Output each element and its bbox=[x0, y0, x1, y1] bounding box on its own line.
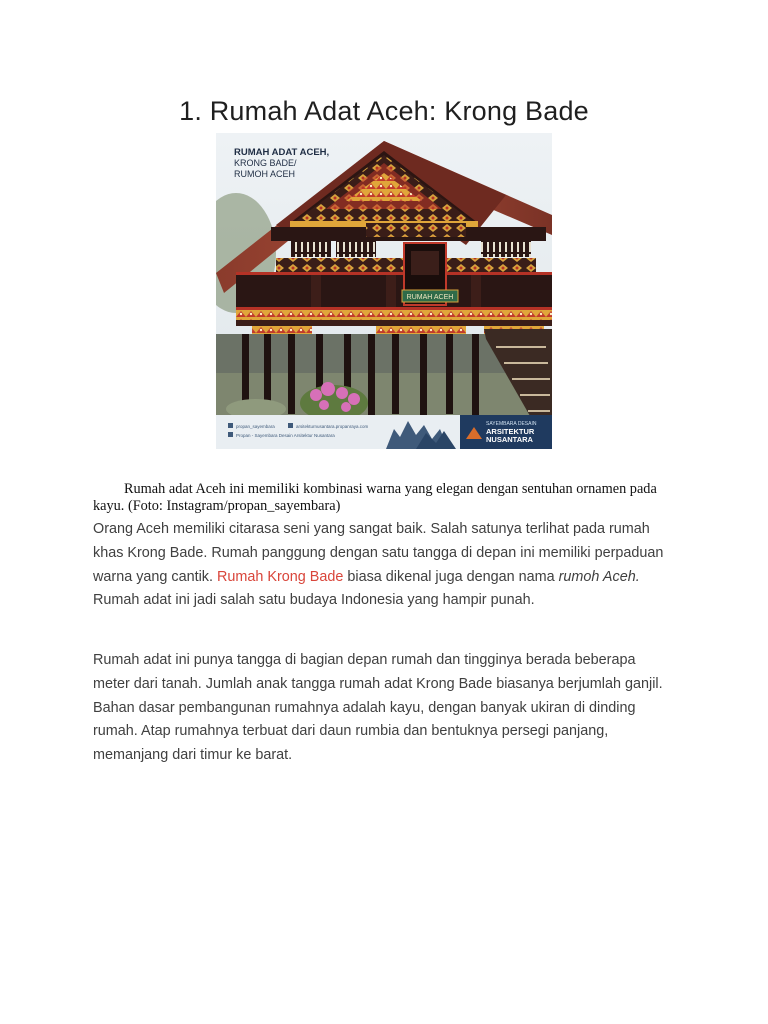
overlay-subtitle-1: KRONG BADE/ bbox=[234, 158, 297, 168]
instagram-icon bbox=[228, 423, 233, 428]
overlay-title: RUMAH ADAT ACEH, bbox=[234, 147, 330, 158]
paragraph-1-text-b: biasa dikenal juga dengan nama bbox=[343, 568, 559, 585]
overlay-subtitle-2: RUMOH ACEH bbox=[234, 169, 296, 179]
brand-line-1: ARSITEKTUR bbox=[486, 427, 535, 436]
article-heading: 1. Rumah Adat Aceh: Krong Bade bbox=[179, 96, 589, 126]
paragraph-1-italic: rumoh Aceh. bbox=[558, 568, 640, 585]
paragraph-1-text-a: Orang Aceh memiliki citarasa seni yang sangat baik. Salah satunya terlihat pada rumah khas Krong Bade. Rumah panggung dengan satu tangga di depan ini memiliki perpaduan warna yang cantik. bbox=[93, 521, 664, 585]
facebook-icon bbox=[228, 432, 233, 437]
brand-line-2: NUSANTARA bbox=[486, 435, 533, 444]
footer-facebook: Propan - Sayembara Desain Arsitektur Nusantara bbox=[236, 433, 335, 438]
paragraph-1 bbox=[93, 518, 673, 613]
web-icon bbox=[288, 423, 293, 428]
krong-bade-photo bbox=[216, 133, 552, 449]
image-caption: Rumah adat Aceh ini memiliki kombinasi warna yang elegan dengan sentuhan ornamen pada kayu. (Foto: Instagram/propan_sayembara) bbox=[93, 481, 657, 514]
brand-small: SAYEMBARA DESAIN bbox=[486, 421, 537, 427]
footer-handle: propan_sayembara bbox=[236, 424, 275, 429]
rumah-krong-bade-link[interactable]: Rumah Krong Bade bbox=[217, 568, 344, 585]
house-sign: RUMAH ACEH bbox=[406, 294, 454, 301]
paragraph-2: Rumah adat ini punya tangga di bagian depan rumah dan tingginya berada beberapa meter dari tanah. Jumlah anak tangga rumah adat Krong Bade biasanya berjumlah ganjil. Bahan dasar pembangunan rumahnya adalah kayu, dengan banyak ukiran di dinding rumah. Atap rumahnya terbuat dari daun rumbia dan bentuknya persegi panjang, memanjang dari timur ke barat. bbox=[93, 652, 663, 764]
paragraph-1-text-c: Rumah adat ini jadi salah satu budaya Indonesia yang hampir punah. bbox=[93, 592, 535, 609]
footer-web: arsitekturnusantara.propanraya.com bbox=[296, 424, 369, 429]
